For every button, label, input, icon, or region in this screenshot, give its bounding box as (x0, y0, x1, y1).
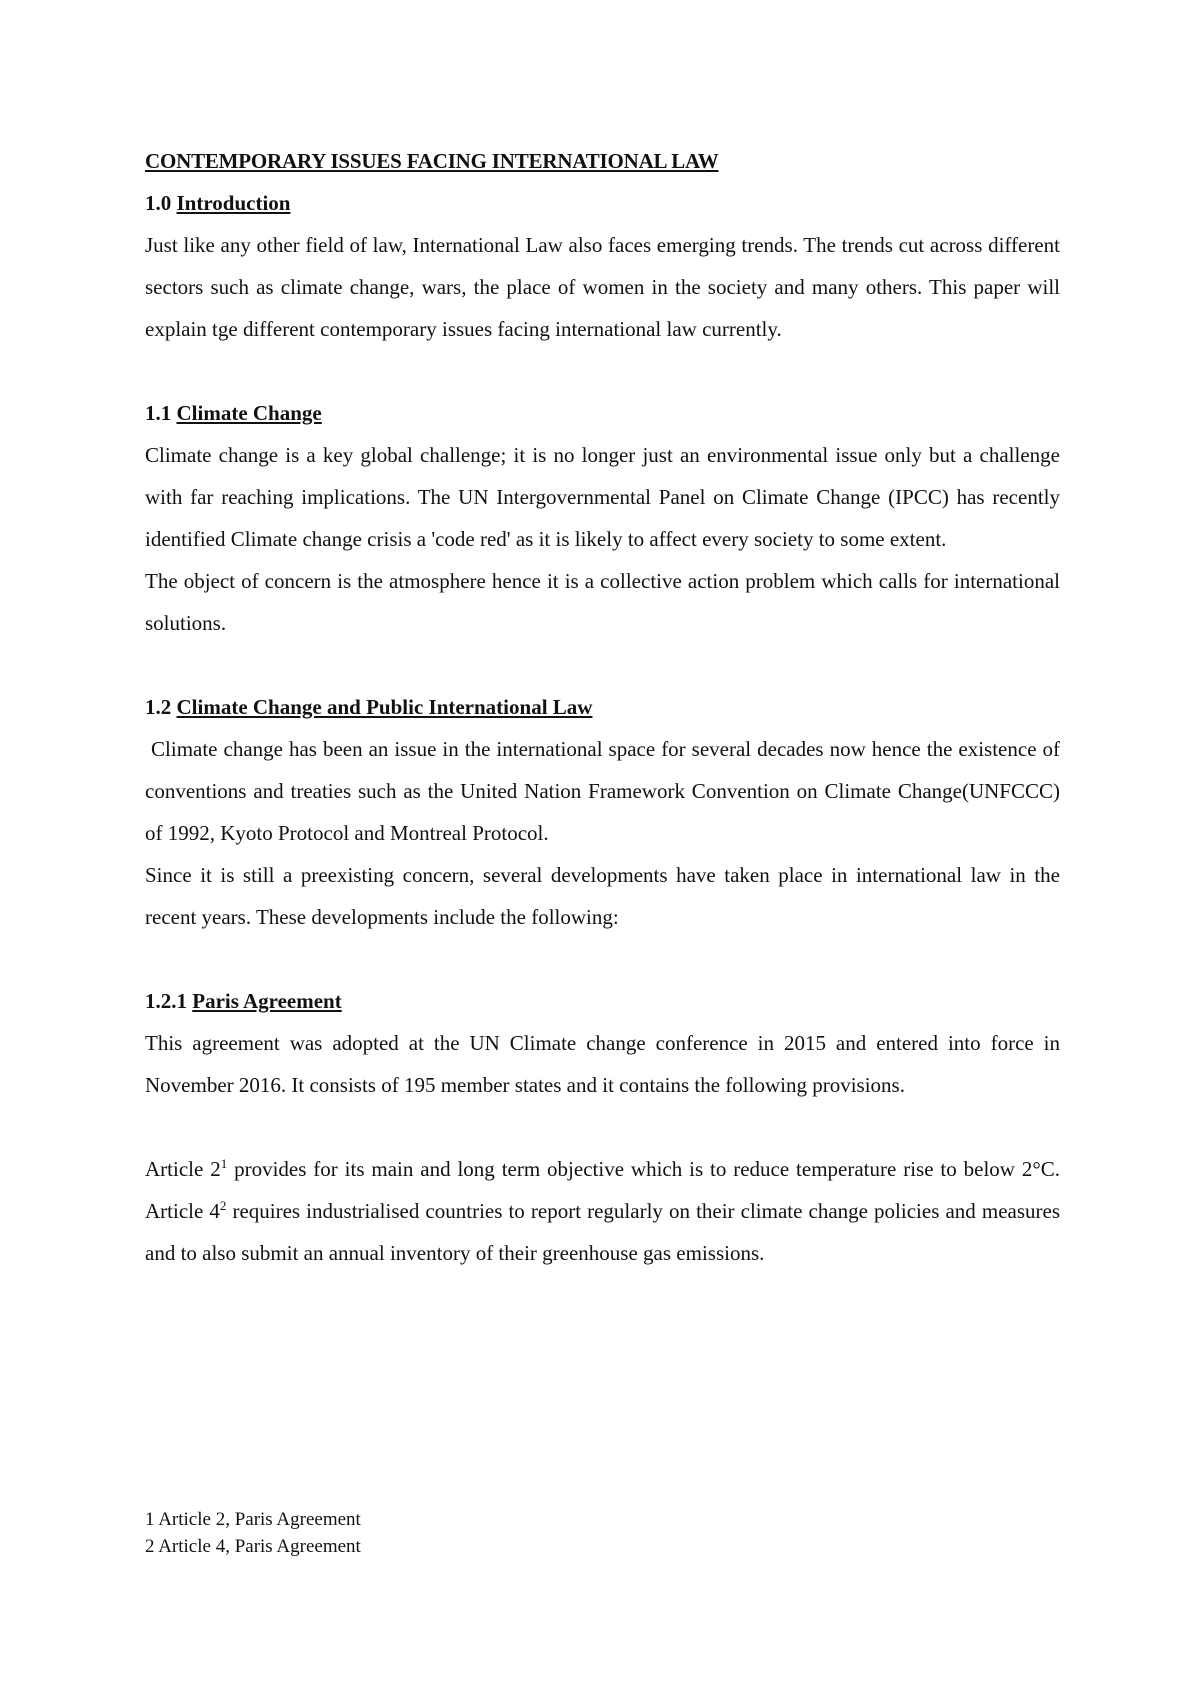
footnote-2: 2 Article 4, Paris Agreement (145, 1536, 361, 1557)
section-number: 1.2 (145, 695, 172, 719)
paragraph: This agreement was adopted at the UN Climate change conference in 2015 and entered into force in November 2016. It consists of 195 member states and it contains the following provisions. (145, 1031, 1060, 1097)
section-number: 1.1 (145, 401, 172, 425)
spacer (145, 938, 1060, 980)
spacer (145, 1106, 1060, 1148)
footnote-ref-1[interactable]: 1 (220, 1156, 228, 1171)
section-title: Climate Change (176, 401, 322, 425)
section-number: 1.2.1 (145, 989, 187, 1013)
section-number: 1.0 (145, 191, 172, 215)
footnote-1: 1 Article 2, Paris Agreement (145, 1509, 361, 1530)
section-heading-public-international-law (145, 686, 1060, 728)
spacer (145, 350, 1060, 392)
section-title: Paris Agreement (192, 989, 342, 1013)
spacer (145, 644, 1060, 686)
document-page (145, 140, 1066, 1274)
paragraph-articles (145, 1148, 1060, 1274)
paragraph: Climate change has been an issue in the international space for several decades now hence the existence of conventions and treaties such as the United Nation Framework Convention on Climate Change(UNFCCC) of 1992, Kyoto Protocol and Montreal Protocol. (145, 737, 1066, 845)
article-2-text: provides for its main and long term objective which is to reduce temperature rise to below 2°C. Article 4 (145, 1157, 1061, 1223)
footnotes (145, 1506, 361, 1560)
section-heading-introduction (145, 182, 1060, 224)
footnote-ref-2[interactable]: 2 (219, 1198, 227, 1213)
article-4-text: requires industrialised countries to report regularly on their climate change policies and measures and to also submit an annual inventory of their greenhouse gas emissions. (145, 1199, 1060, 1265)
paragraph: Since it is still a preexisting concern, several developments have taken place in international law in the recent years. These developments include the following: (145, 863, 1060, 929)
paragraph: The object of concern is the atmosphere hence it is a collective action problem which calls for international solutions. (145, 569, 1060, 635)
document-title: CONTEMPORARY ISSUES FACING INTERNATIONAL LAW (145, 149, 719, 173)
section-heading-paris-agreement (145, 980, 1060, 1022)
paragraph: Climate change is a key global challenge; it is no longer just an environmental issue only but a challenge with far reaching implications. The UN Intergovernmental Panel on Climate Change (IPCC) has recently identified Climate change crisis a 'code red' as it is likely to affect every society to some extent. (145, 443, 1060, 551)
article-2-prefix: Article 2 (145, 1157, 221, 1181)
section-title: Climate Change and Public International Law (176, 695, 593, 719)
section-heading-climate-change (145, 392, 1060, 434)
section-title: Introduction (176, 191, 291, 215)
paragraph: Just like any other field of law, International Law also faces emerging trends. The trends cut across different sectors such as climate change, wars, the place of women in the society and many others. This paper will explain tge different contemporary issues facing international law currently. (145, 233, 1060, 341)
